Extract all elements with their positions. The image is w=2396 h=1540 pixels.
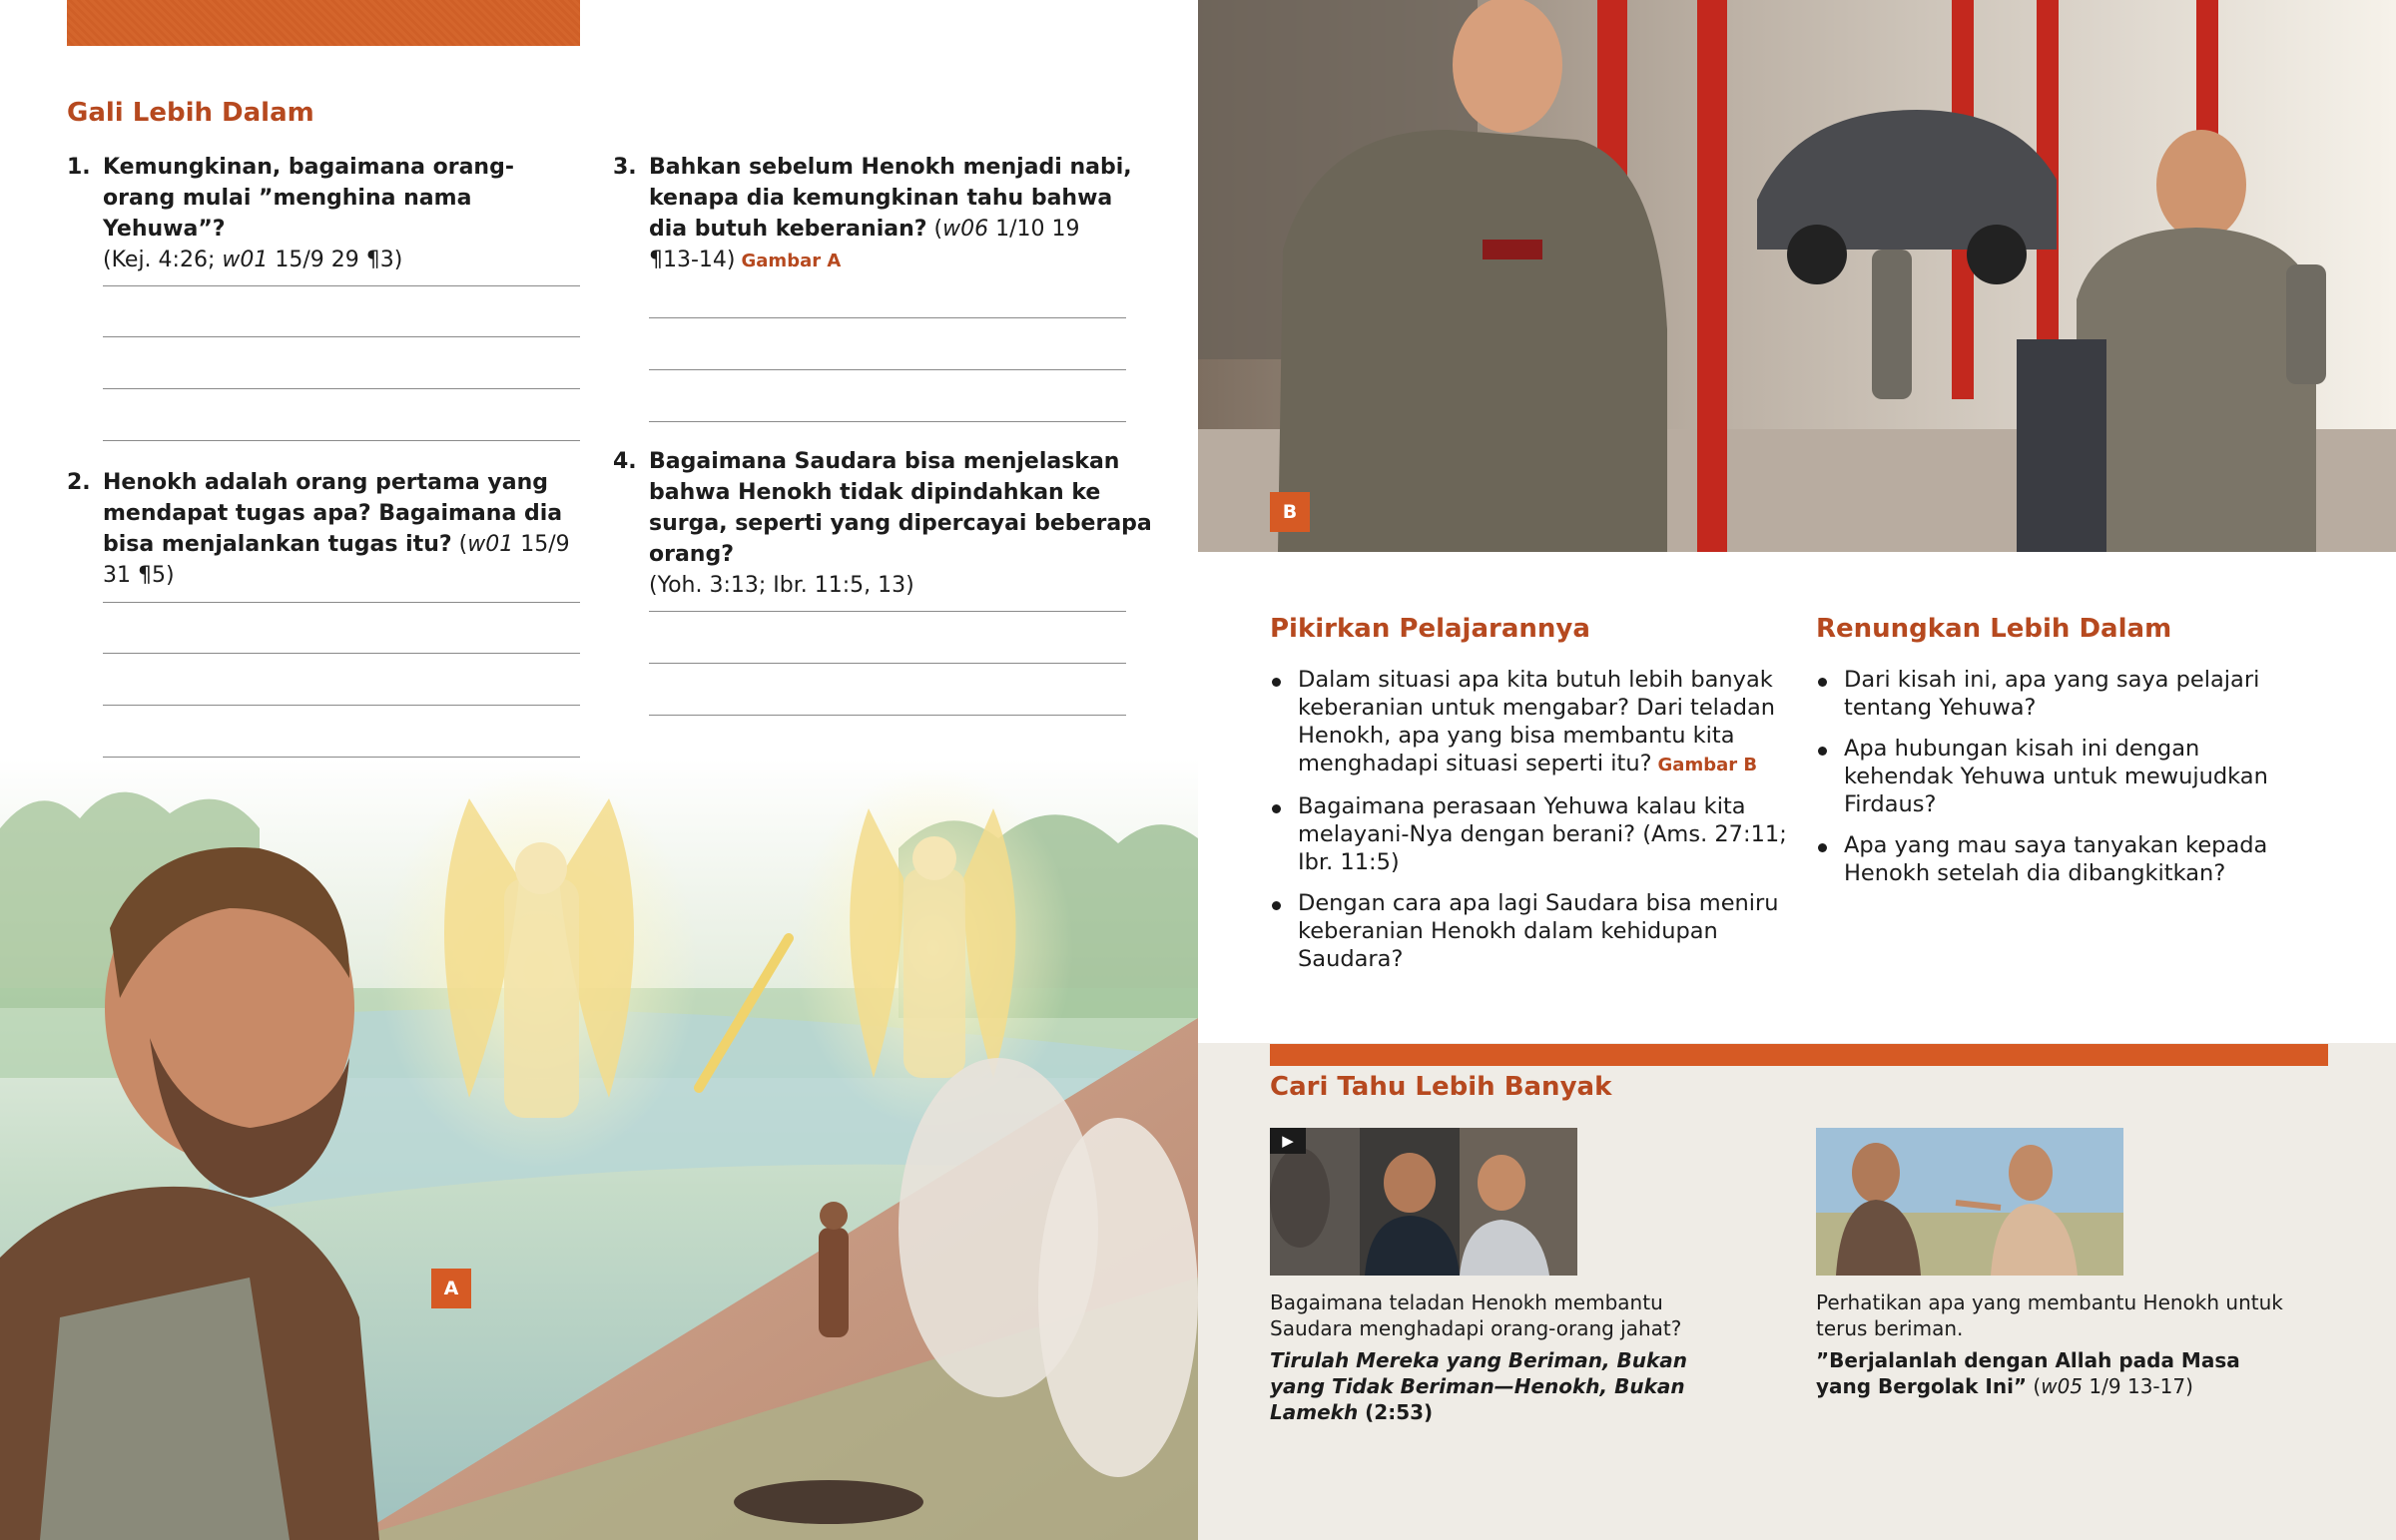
picture-badge-b: B xyxy=(1270,492,1310,532)
answer-line[interactable] xyxy=(649,663,1126,664)
answer-line[interactable] xyxy=(649,611,1126,612)
question-2 xyxy=(67,467,586,591)
list-item: Bagaimana perasaan Yehuwa kalau kita melayani-Nya dengan berani? (Ams. 27:11; Ibr. 11:5) xyxy=(1270,792,1789,876)
question-1 xyxy=(67,152,586,275)
think-list xyxy=(1270,666,1789,986)
list-item: Dari kisah ini, apa yang saya pelajari tentang Yehuwa? xyxy=(1816,666,2315,722)
question-number: 3. xyxy=(613,155,637,180)
decorative-header-band xyxy=(67,0,580,46)
card-description: Bagaimana teladan Henokh membantu Saudara menghadapi orang-orang jahat? xyxy=(1270,1290,1682,1340)
answer-line[interactable] xyxy=(649,317,1126,318)
picture-tag: Gambar B xyxy=(1657,755,1758,775)
article-caption xyxy=(1816,1289,2285,1399)
article-thumbnail[interactable] xyxy=(1816,1128,2123,1276)
answer-line[interactable] xyxy=(103,285,580,286)
play-icon[interactable]: ▶ xyxy=(1270,1128,1306,1154)
question-text: Bahkan sebelum Henokh menjadi nabi, kenapa dia kemungkinan tahu bahwa dia butuh keberanian? xyxy=(649,155,1132,242)
think-title: Pikirkan Pelajarannya xyxy=(1270,614,1590,644)
answer-line[interactable] xyxy=(103,602,580,603)
picture-tag: Gambar A xyxy=(741,251,842,271)
question-4 xyxy=(613,446,1152,601)
question-number: 1. xyxy=(67,155,91,180)
reflect-list xyxy=(1816,666,2315,900)
question-reference: (w01 15/9 31 ¶5) xyxy=(103,532,570,588)
question-text: Henokh adalah orang pertama yang mendapat tugas apa? Bagaimana dia bisa menjalankan tugas itu? xyxy=(103,470,563,557)
answer-line[interactable] xyxy=(103,705,580,706)
answer-line[interactable] xyxy=(103,440,580,441)
card-link[interactable]: Tirulah Mereka yang Beriman, Bukan yang Tidak Beriman—Henokh, Bukan Lamekh (2:53) xyxy=(1270,1348,1688,1424)
question-reference: (w06 1/10 19 ¶13-14) xyxy=(649,217,1080,272)
video-caption xyxy=(1270,1289,1739,1425)
answer-line[interactable] xyxy=(103,653,580,654)
list-item: Apa yang mau saya tanyakan kepada Henokh setelah dia dibangkitkan? xyxy=(1816,831,2315,887)
answer-line[interactable] xyxy=(649,369,1126,370)
question-reference: (Yoh. 3:13; Ibr. 11:5, 13) xyxy=(649,573,914,598)
card-description: Perhatikan apa yang membantu Henokh untuk terus beriman. xyxy=(1816,1290,2283,1340)
more-title: Cari Tahu Lebih Banyak xyxy=(1270,1072,1612,1102)
video-thumbnail[interactable] xyxy=(1270,1128,1577,1276)
card-link[interactable]: ”Berjalanlah dengan Allah pada Masa yang Bergolak Ini” (w05 1/9 13-17) xyxy=(1816,1348,2240,1398)
question-3 xyxy=(613,152,1132,276)
answer-line[interactable] xyxy=(103,757,580,758)
answer-line[interactable] xyxy=(649,421,1126,422)
question-number: 4. xyxy=(613,449,637,474)
illustration-enoch xyxy=(0,759,1198,1540)
list-item: Dengan cara apa lagi Saudara bisa meniru keberanian Henokh dalam kehidupan Saudara? xyxy=(1270,889,1789,973)
section-title-gali: Gali Lebih Dalam xyxy=(67,98,314,128)
answer-line[interactable] xyxy=(649,715,1126,716)
more-header-bar xyxy=(1270,1044,2328,1066)
answer-line[interactable] xyxy=(103,388,580,389)
question-reference: (Kej. 4:26; w01 15/9 29 ¶3) xyxy=(103,248,403,272)
answer-line[interactable] xyxy=(103,336,580,337)
question-text: Kemungkinan, bagaimana orang-orang mulai ”menghina nama Yehuwa”? xyxy=(103,155,514,242)
reflect-title: Renungkan Lebih Dalam xyxy=(1816,614,2172,644)
question-number: 2. xyxy=(67,470,91,495)
list-item: Dalam situasi apa kita butuh lebih banyak keberanian untuk mengabar? Dari teladan Henokh, apa yang bisa membantu kita menghadapi situasi seperti itu? Gambar B xyxy=(1270,666,1789,779)
picture-badge-a: A xyxy=(431,1269,471,1308)
question-text: Bagaimana Saudara bisa menjelaskan bahwa Henokh tidak dipindahkan ke surga, seperti yang dipercayai beberapa orang? xyxy=(649,449,1152,567)
list-item: Apa hubungan kisah ini dengan kehendak Yehuwa untuk mewujudkan Firdaus? xyxy=(1816,735,2315,818)
photo-mechanics xyxy=(1198,0,2396,552)
